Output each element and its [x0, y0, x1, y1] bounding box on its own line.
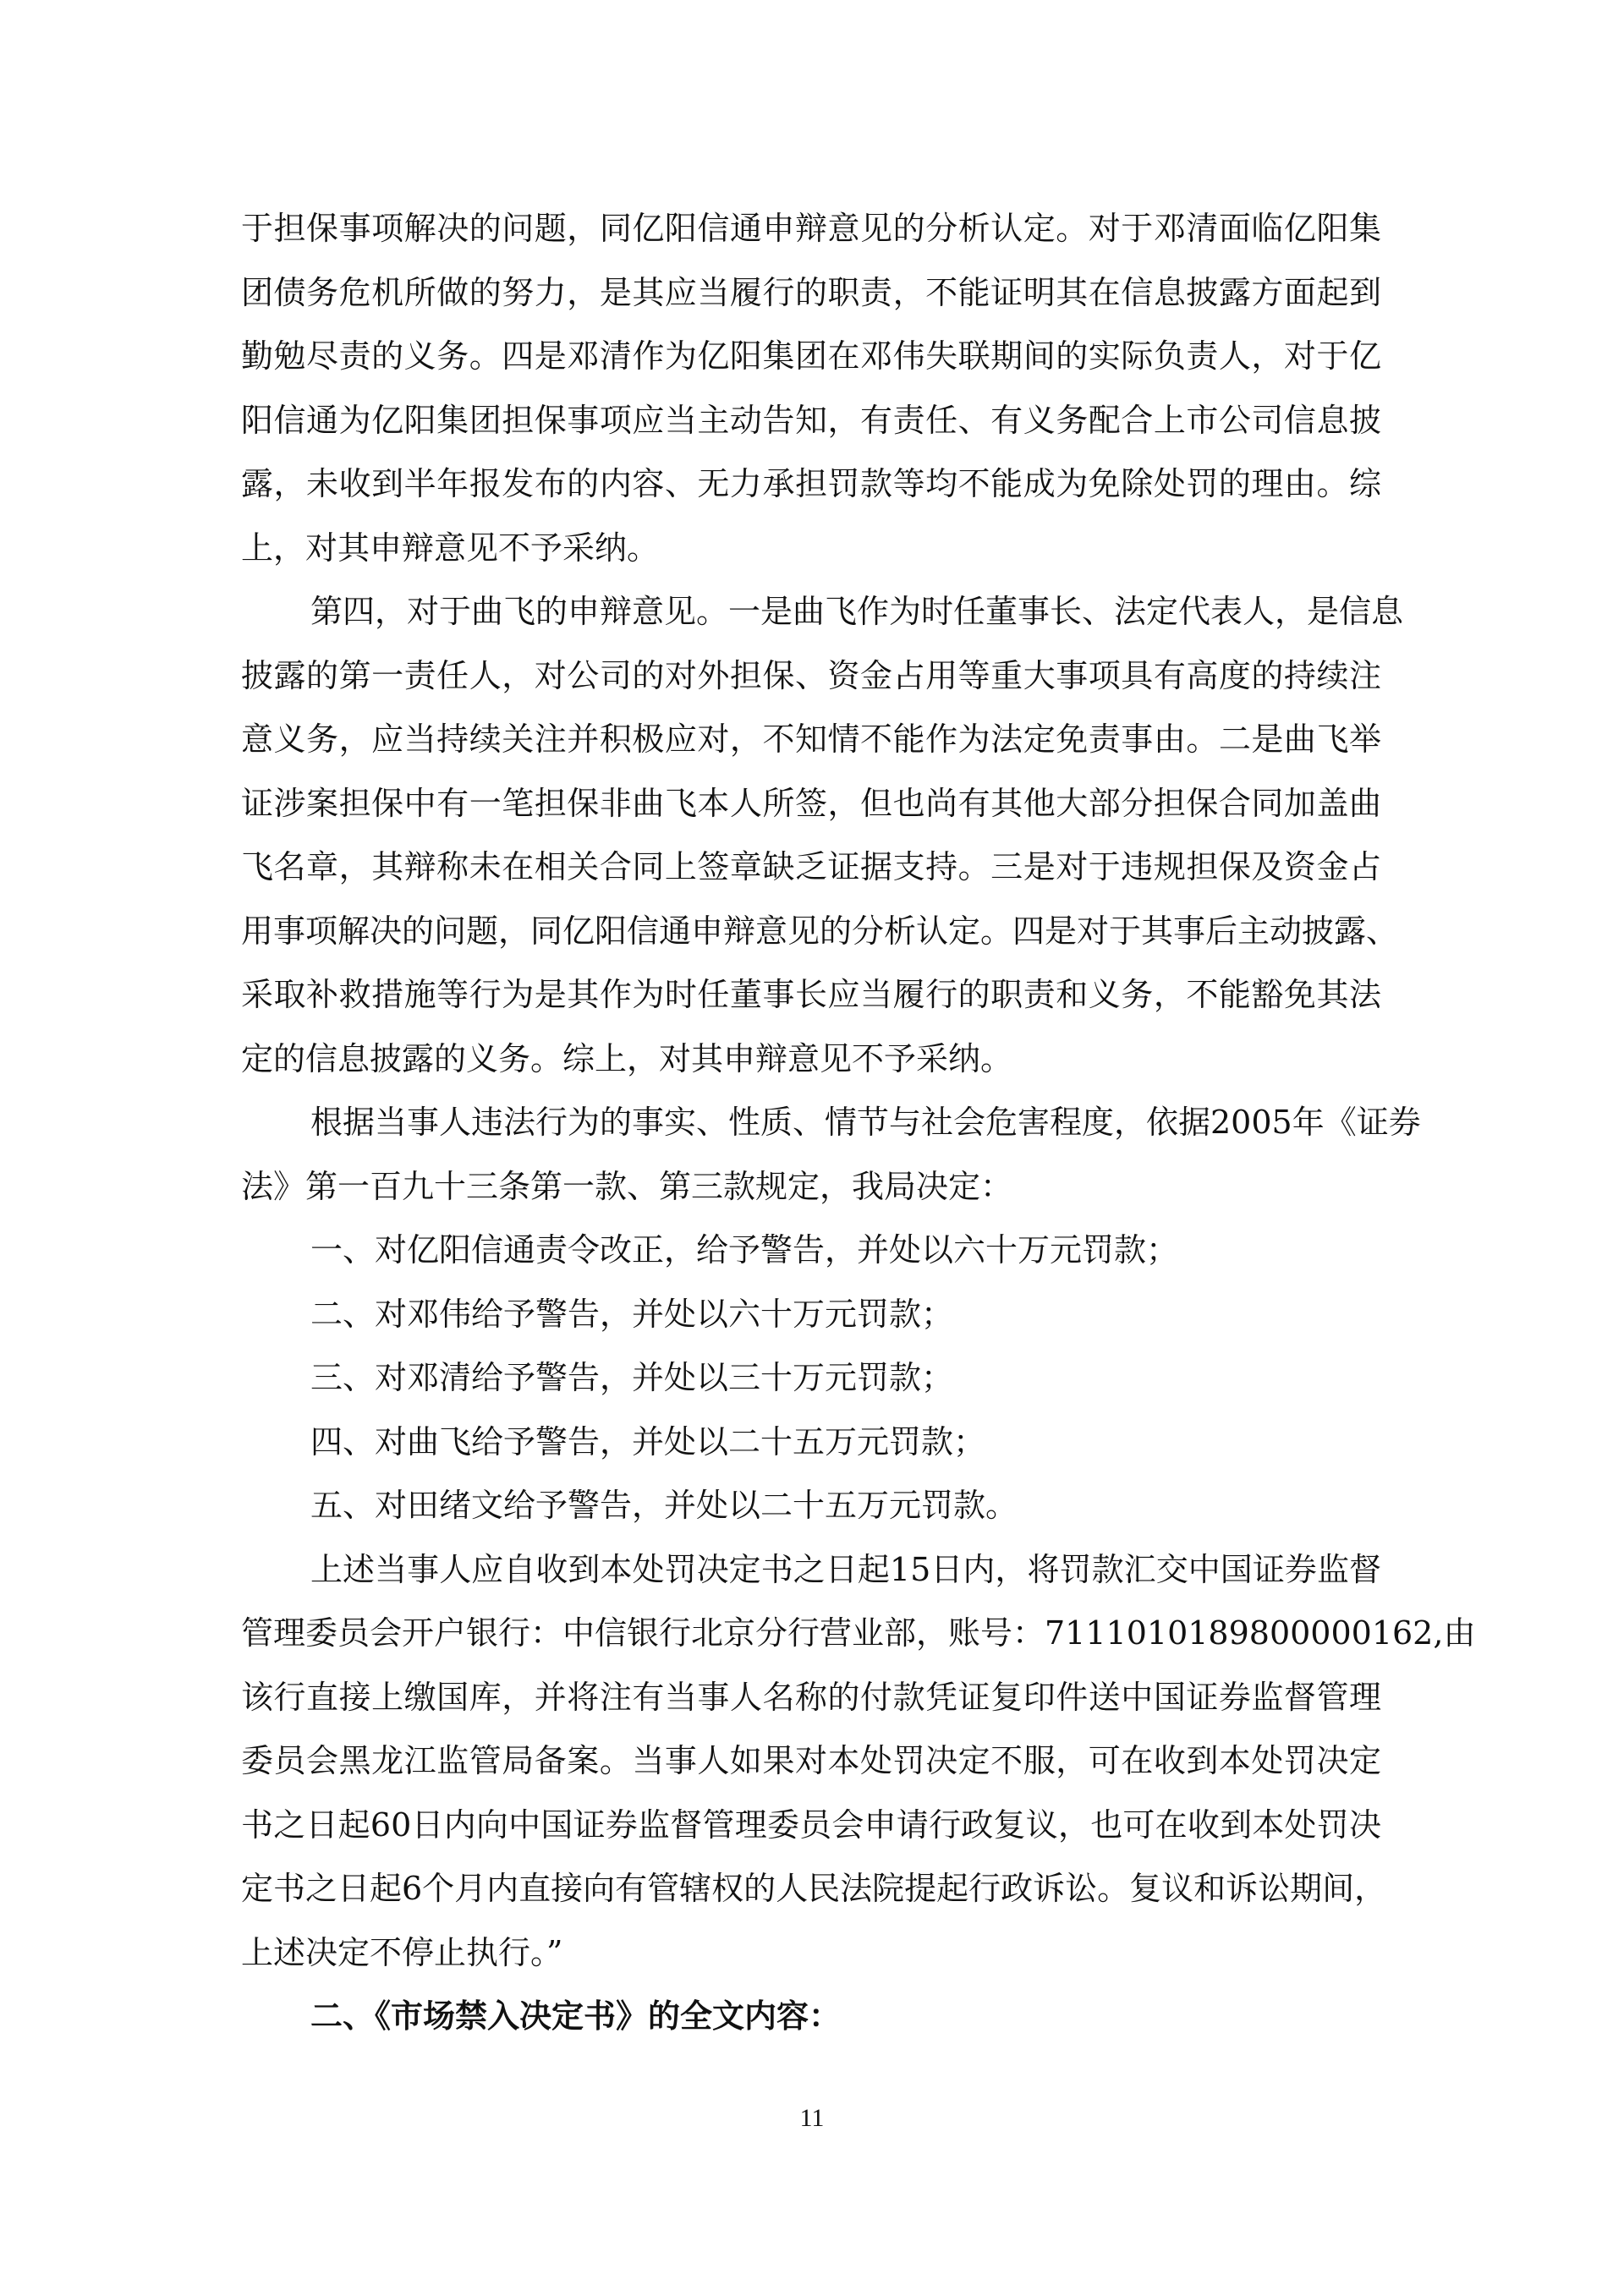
page-number: 11 — [799, 2104, 825, 2132]
decision-item: 一、对亿阳信通责令改正，给予警告，并处以六十万元罚款； — [310, 1231, 1179, 1269]
paragraph-line: 该行直接上缴国库，并将注有当事人名称的付款凭证复印件送中国证券监督管理 — [241, 1679, 1381, 1716]
decision-item: 三、对邓清给予警告，并处以三十万元罚款； — [310, 1359, 954, 1396]
paragraph-line: 阳信通为亿阳集团担保事项应当主动告知，有责任、有义务配合上市公司信息披 — [241, 402, 1381, 439]
paragraph-line: 委员会黑龙江监管局备案。当事人如果对本处罚决定不服，可在收到本处罚决定 — [241, 1742, 1381, 1779]
paragraph-line: 法》第一百九十三条第一款、第三款规定，我局决定： — [241, 1168, 1013, 1205]
paragraph-line: 用事项解决的问题，同亿阳信通申辩意见的分析认定。四是对于其事后主动披露、 — [241, 912, 1399, 950]
paragraph-line: 根据当事人违法行为的事实、性质、情节与社会危害程度，依据2005年《证券 — [310, 1104, 1421, 1141]
paragraph-line: 采取补救措施等行为是其作为时任董事长应当履行的职责和义务，不能豁免其法 — [241, 976, 1381, 1013]
decision-item: 五、对田绪文给予警告，并处以二十五万元罚款。 — [310, 1487, 1018, 1524]
paragraph-line: 上述决定不停止执行。” — [241, 1934, 563, 1971]
section-heading: 二、《市场禁入决定书》的全文内容： — [310, 1997, 842, 2035]
paragraph-line: 飞名章，其辩称未在相关合同上签章缺乏证据支持。三是对于违规担保及资金占 — [241, 848, 1381, 885]
paragraph-line: 管理委员会开户银行：中信银行北京分行营业部，账号：7111010189800000162,由 — [241, 1614, 1476, 1652]
paragraph-line: 露，未收到半年报发布的内容、无力承担罚款等均不能成为免除处罚的理由。综 — [241, 465, 1381, 502]
paragraph-line: 证涉案担保中有一笔担保非曲飞本人所签，但也尚有其他大部分担保合同加盖曲 — [241, 785, 1381, 822]
paragraph-line: 定的信息披露的义务。综上，对其申辩意见不予采纳。 — [241, 1040, 1013, 1077]
decision-item: 四、对曲飞给予警告，并处以二十五万元罚款； — [310, 1423, 986, 1460]
paragraph-line: 于担保事项解决的问题，同亿阳信通申辩意见的分析认定。对于邓清面临亿阳集 — [241, 210, 1381, 247]
paragraph-line: 第四，对于曲飞的申辩意见。一是曲飞作为时任董事长、法定代表人，是信息 — [310, 593, 1404, 630]
paragraph-line: 勤勉尽责的义务。四是邓清作为亿阳集团在邓伟失联期间的实际负责人，对于亿 — [241, 337, 1381, 375]
paragraph-line: 上，对其申辩意见不予采纳。 — [241, 529, 660, 567]
paragraph-line: 书之日起60日内向中国证券监督管理委员会申请行政复议，也可在收到本处罚决 — [241, 1806, 1381, 1844]
paragraph-line: 意义务，应当持续关注并积极应对，不知情不能作为法定免责事由。二是曲飞举 — [241, 721, 1381, 758]
paragraph-line: 定书之日起6个月内直接向有管辖权的人民法院提起行政诉讼。复议和诉讼期间， — [241, 1870, 1387, 1907]
paragraph-line: 团债务危机所做的努力，是其应当履行的职责，不能证明其在信息披露方面起到 — [241, 274, 1381, 311]
paragraph-line: 披露的第一责任人，对公司的对外担保、资金占用等重大事项具有高度的持续注 — [241, 657, 1381, 694]
decision-item: 二、对邓伟给予警告，并处以六十万元罚款； — [310, 1296, 954, 1333]
paragraph-line: 上述当事人应自收到本处罚决定书之日起15日内，将罚款汇交中国证券监督 — [310, 1551, 1381, 1588]
